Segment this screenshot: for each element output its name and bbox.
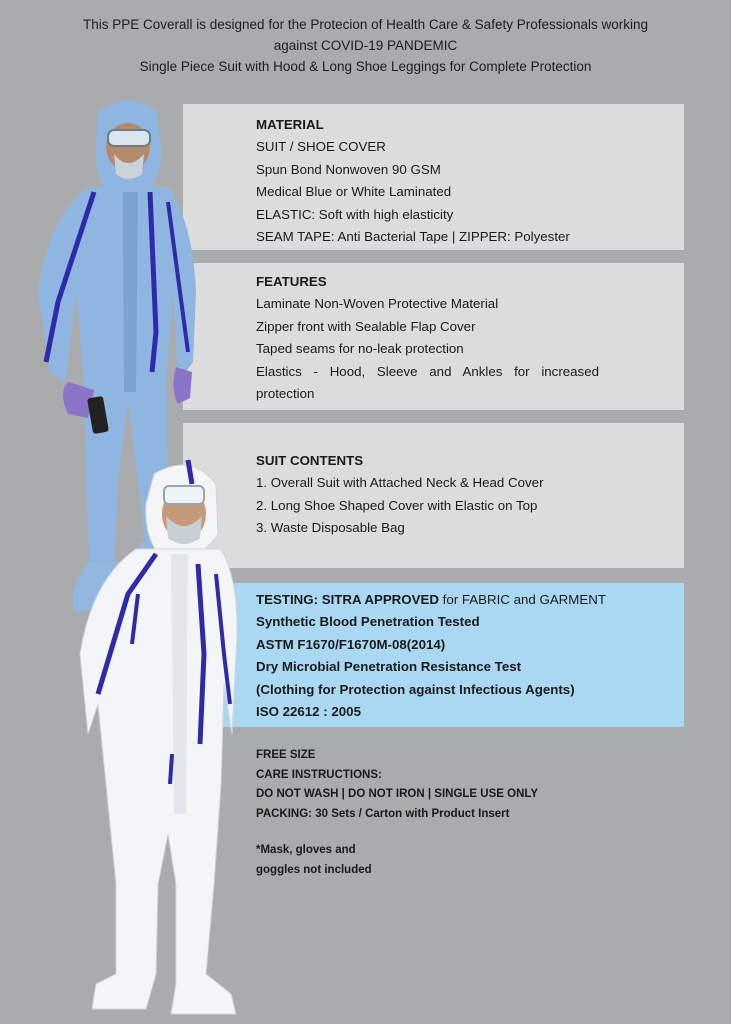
material-line: SEAM TAPE: Anti Bacterial Tape | ZIPPER: Polyester — [256, 229, 570, 245]
testing-label-rest: for FABRIC and GARMENT — [438, 592, 606, 607]
contents-line: 1. Overall Suit with Attached Neck & Head Cover — [256, 475, 544, 491]
contents-line: 3. Waste Disposable Bag — [256, 520, 405, 536]
testing-line: ASTM F1670/F1670M-08(2014) — [256, 636, 446, 652]
testing-line: ISO 22612 : 2005 — [256, 704, 361, 720]
material-line: ELASTIC: Soft with high elasticity — [256, 206, 454, 222]
features-title: FEATURES — [256, 274, 327, 289]
material-line: SUIT / SHOE COVER — [256, 139, 386, 155]
features-panel — [183, 263, 684, 410]
features-line: Laminate Non-Woven Protective Material — [256, 296, 499, 312]
testing-heading — [256, 589, 684, 611]
care-line: PACKING: 30 Sets / Carton with Product Insert — [256, 807, 510, 820]
care-info — [256, 746, 538, 824]
testing-line: (Clothing for Protection against Infectious Agents) — [256, 681, 575, 697]
material-line: Spun Bond Nonwoven 90 GSM — [256, 161, 441, 177]
care-line: CARE INSTRUCTIONS: — [256, 768, 382, 781]
material-line: Medical Blue or White Laminated — [256, 184, 452, 200]
header-line-2: against COVID-19 PANDEMIC — [273, 38, 458, 53]
header-text — [0, 14, 731, 77]
material-panel — [183, 104, 684, 250]
testing-panel — [223, 583, 684, 727]
header-line-3: Single Piece Suit with Hood & Long Shoe Leggings for Complete Protection — [139, 59, 592, 74]
white-coverall-figure — [76, 454, 246, 1019]
care-line: DO NOT WASH | DO NOT IRON | SINGLE USE ONLY — [256, 788, 539, 800]
material-title: MATERIAL — [256, 117, 324, 132]
care-line: FREE SIZE — [256, 749, 316, 761]
contents-line: 2. Long Shoe Shaped Cover with Elastic on Top — [256, 497, 538, 513]
contents-title: SUIT CONTENTS — [256, 453, 364, 468]
features-line: Zipper front with Sealable Flap Cover — [256, 318, 476, 334]
testing-label: TESTING: SITRA APPROVED — [256, 592, 439, 607]
features-line: Elastics - Hood, Sleeve and Ankles for increased protection — [256, 363, 599, 402]
contents-panel — [183, 423, 684, 568]
features-line: Taped seams for no-leak protection — [256, 341, 464, 357]
note — [256, 841, 372, 880]
testing-line: Synthetic Blood Penetration Tested — [256, 614, 480, 630]
header-line-1: This PPE Coverall is designed for the Protecion of Health Care & Safety Professionals working — [82, 17, 649, 32]
note-line: *Mask, gloves and — [256, 844, 356, 856]
testing-line: Dry Microbial Penetration Resistance Test — [256, 659, 522, 675]
note-line: goggles not included — [256, 863, 372, 876]
